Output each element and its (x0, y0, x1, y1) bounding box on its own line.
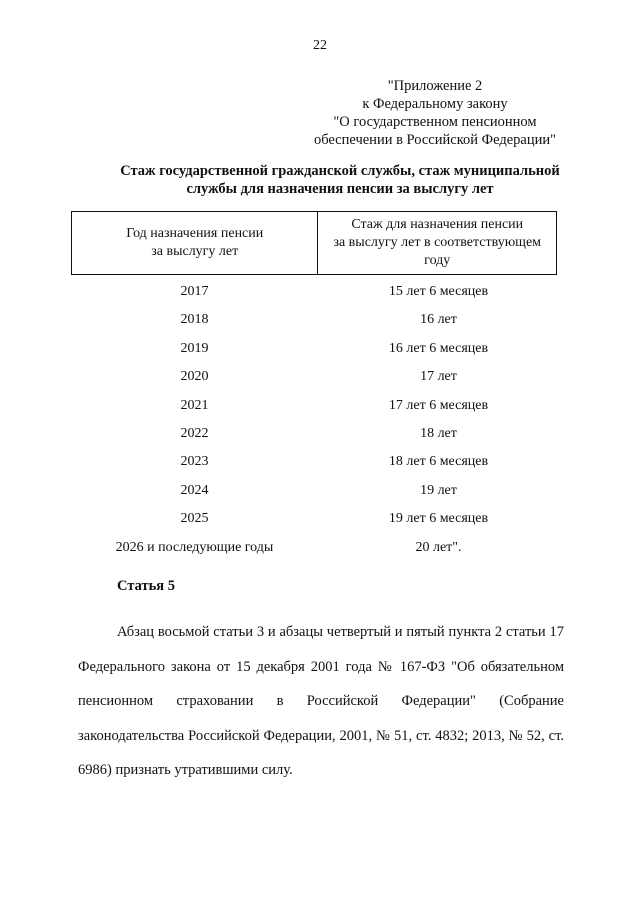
year-cell: 2025 (180, 511, 209, 527)
header-text-line: за выслугу лет в соответствующем (333, 235, 542, 250)
title-line: Стаж государственной гражданской службы, стаж муниципальной (120, 163, 560, 179)
term-cell: 15 лет 6 месяцев (388, 284, 489, 299)
table-body (71, 284, 557, 568)
year-cell: 2020 (180, 369, 209, 385)
table-row (71, 312, 557, 340)
article-paragraph: Абзац восьмой статьи 3 и абзацы четвертый и пятый пункта 2 статьи 17 Федерального закона от 15 декабря 2001 года № 167-ФЗ "Об обязательном пенсионном страховании в Российской Федерации" (Собрание законодательства Российской Федерации, 2001, № 51, ст. 4832; 2013, № 52, ст. 6986) признать утратившими силу. (78, 624, 564, 778)
document-title (90, 162, 590, 198)
year-cell: 2018 (180, 312, 209, 328)
term-cell: 16 лет 6 месяцев (388, 340, 489, 356)
appendix-line: к Федеральному закону (362, 96, 508, 112)
term-cell: 18 лет 6 месяцев (388, 454, 489, 470)
header-text-line: Год назначения пенсии (126, 226, 264, 241)
title-line: службы для назначения пенсии за выслугу лет (186, 181, 494, 197)
table-row (71, 341, 557, 369)
term-cell: 19 лет 6 месяцев (388, 511, 489, 527)
year-cell: 2026 и последующие годы (115, 539, 274, 555)
table-row (71, 540, 557, 568)
year-cell: 2021 (180, 397, 209, 413)
header-term-column (318, 212, 557, 274)
appendix-line: "Приложение 2 (387, 78, 483, 94)
page-number: 22 (313, 38, 327, 53)
term-cell: 20 лет". (415, 539, 462, 555)
header-year-column (71, 212, 318, 274)
article-heading: Статья 5 (117, 578, 175, 594)
year-cell: 2023 (180, 454, 209, 470)
term-cell: 18 лет (420, 425, 457, 441)
table-row (71, 369, 557, 397)
header-text-line: году (424, 253, 451, 268)
appendix-reference (305, 77, 565, 149)
year-cell: 2019 (180, 340, 209, 356)
year-cell: 2022 (180, 425, 209, 441)
table-row (71, 483, 557, 511)
table-row (71, 511, 557, 539)
table-header (71, 211, 557, 275)
table-row (71, 454, 557, 482)
term-cell: 19 лет (420, 482, 457, 498)
year-cell: 2024 (180, 482, 209, 498)
header-text-line: Стаж для назначения пенсии (351, 217, 524, 232)
header-text-line: за выслугу лет (151, 244, 239, 259)
term-cell: 17 лет 6 месяцев (388, 397, 489, 413)
article-body (78, 615, 564, 788)
appendix-line: обеспечении в Российской Федерации" (313, 132, 557, 148)
year-cell: 2017 (180, 284, 209, 299)
term-cell: 16 лет (420, 312, 457, 328)
table-row (71, 426, 557, 454)
term-cell: 17 лет (420, 369, 457, 385)
appendix-line: "О государственном пенсионном (333, 114, 537, 130)
table-row (71, 284, 557, 312)
table-row (71, 398, 557, 426)
